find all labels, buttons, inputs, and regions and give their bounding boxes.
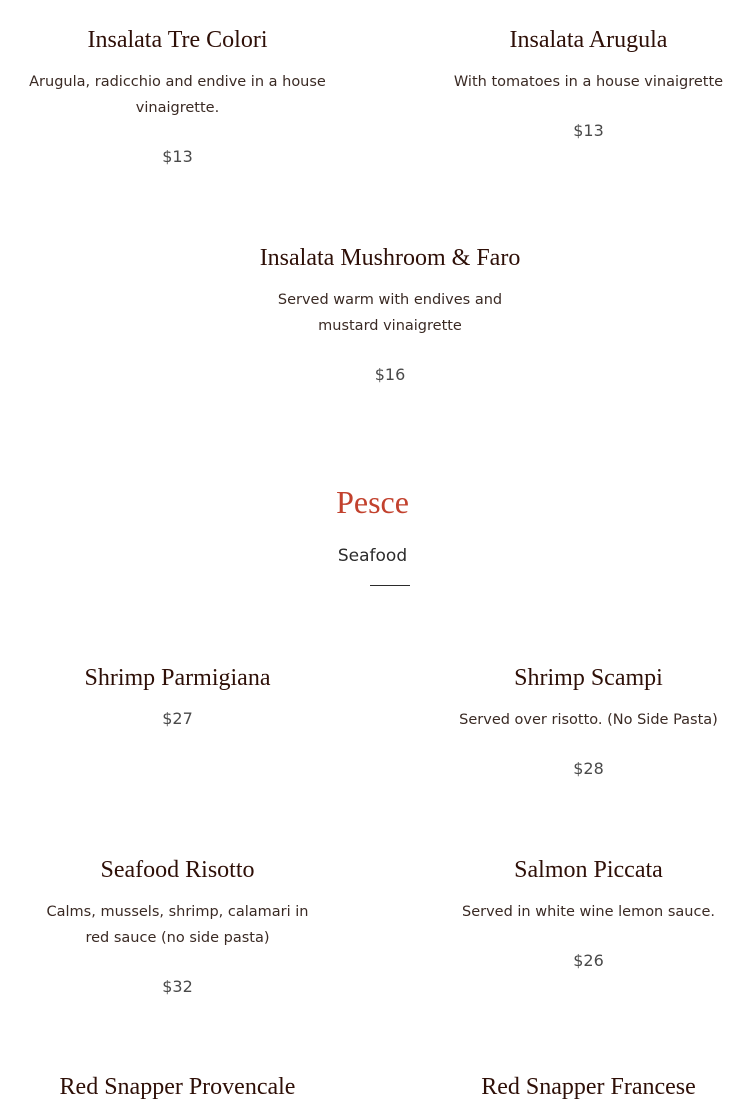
item-price: $32 bbox=[162, 977, 193, 996]
item-name: Seafood Risotto bbox=[100, 857, 255, 883]
menu-item-seafood-risotto bbox=[25, 855, 330, 999]
menu-item-red-snapper-francese bbox=[440, 1072, 737, 1102]
menu-item-salmon-piccata bbox=[440, 855, 737, 973]
item-description: Arugula, radicchio and endive in a house vinaigrette. bbox=[29, 74, 326, 116]
item-name: Salmon Piccata bbox=[514, 857, 663, 883]
item-price: $13 bbox=[162, 147, 193, 166]
menu-item-insalata-tre-colori bbox=[25, 25, 330, 169]
menu-item-red-snapper-provencale bbox=[25, 1072, 330, 1102]
item-name: Shrimp Parmigiana bbox=[84, 665, 271, 691]
item-description: Served warm with endives and mustard vinaigrette bbox=[277, 292, 503, 334]
item-price: $28 bbox=[573, 759, 604, 778]
item-description: With tomatoes in a house vinaigrette bbox=[453, 74, 724, 90]
item-name: Insalata Tre Colori bbox=[87, 27, 268, 53]
item-name: Insalata Mushroom & Faro bbox=[259, 245, 521, 271]
item-name: Shrimp Scampi bbox=[514, 665, 663, 691]
menu-item-shrimp-scampi bbox=[440, 663, 737, 781]
section-subtitle: Seafood bbox=[337, 546, 408, 566]
item-price: $27 bbox=[162, 709, 193, 728]
item-name: Insalata Arugula bbox=[509, 27, 668, 53]
item-name: Red Snapper Francese bbox=[481, 1074, 696, 1100]
menu-item-insalata-arugula bbox=[440, 25, 737, 143]
item-price: $13 bbox=[573, 121, 604, 140]
section-title: Pesce bbox=[336, 484, 409, 520]
item-price: $26 bbox=[573, 951, 604, 970]
menu-item-insalata-mushroom-faro bbox=[230, 243, 550, 387]
item-description: Served over risotto. (No Side Pasta) bbox=[459, 712, 718, 728]
item-description: Served in white wine lemon sauce. bbox=[461, 904, 715, 920]
item-description: Calms, mussels, shrimp, calamari in red sauce (no side pasta) bbox=[46, 904, 309, 946]
menu-item-shrimp-parmigiana bbox=[25, 663, 330, 731]
section-divider bbox=[370, 585, 410, 586]
item-price: $16 bbox=[374, 365, 406, 384]
item-name: Red Snapper Provencale bbox=[59, 1074, 296, 1100]
